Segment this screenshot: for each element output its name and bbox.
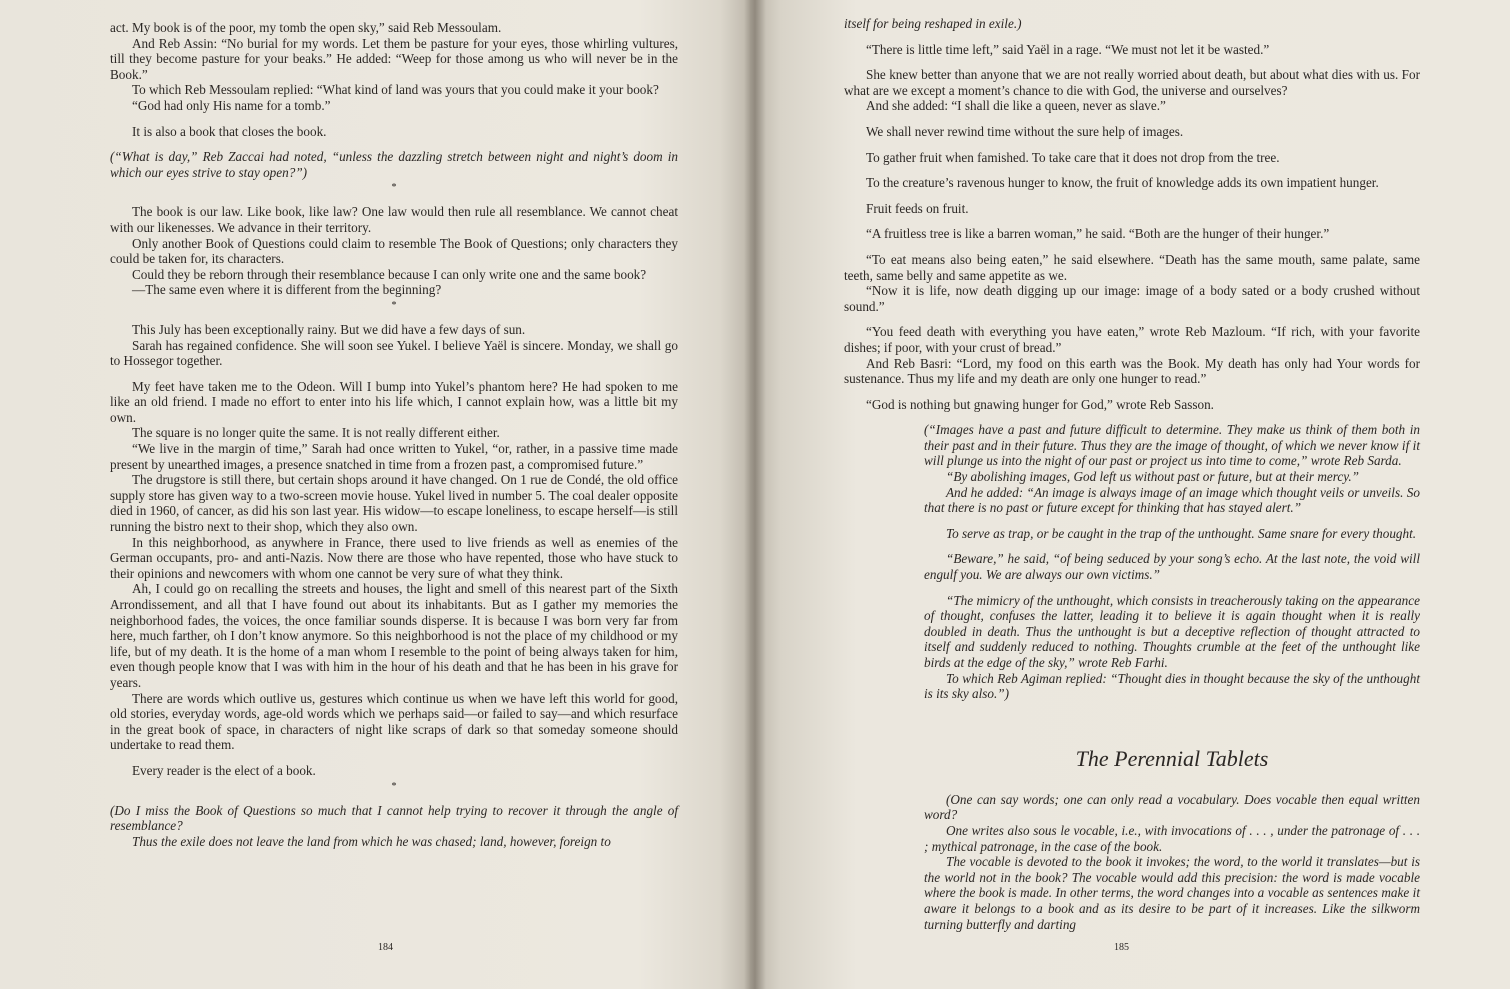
paragraph: Only another Book of Questions could claim to resemble The Book of Questions; only characters they could be taken for, its characters. [110, 235, 678, 267]
paragraph: “God had only His name for a tomb.” [132, 97, 331, 113]
paragraph: The vocable is devoted to the book it invokes; the word, to the world it translates—but is the world not in the book? The vocable would add this precision: the word is made vocable where the book is made. In other terms, the word changes into a vocable as sentences make it aware it belongs to a book and as its desire to be part of it increases. Like the silkworm turning butterfly and darting [924, 854, 1420, 932]
paragraph: “The mimicry of the unthought, which consists in treacherously taking on the appearance of thought, confuses the latter, leading it to believe it is again thought when it is really doubled in death. Thus the unthought is but a deceptive reflection of thought attracted to itself and suddenly reduced to nothing. Thoughts crumble at the feet of the unthought like birds at the edge of the sky,” wrote Reb Farhi. [924, 592, 1420, 670]
paragraph: “God is nothing but gnawing hunger for God,” wrote Reb Sasson. [866, 396, 1214, 412]
paragraph: (Do I miss the Book of Questions so much that I cannot help trying to recover it through the angle of resemblance? [110, 802, 678, 834]
paragraph: “A fruitless tree is like a barren woman,” he said. “Both are the hunger of their hunger.” [866, 226, 1330, 242]
section-separator: * [391, 780, 397, 792]
paragraph: And she added: “I shall die like a queen, never as slave.” [866, 98, 1166, 114]
paragraph: “We live in the margin of time,” Sarah had once written to Yukel, “or, rather, in a passive time made present by unearthed images, a presence snatched in time from a frozen past, a compromised future.” [110, 441, 678, 472]
paragraph: The book is our law. Like book, like law? One law would then rule all resemblance. We cannot cheat with our likenesses. We advance in their territory. [110, 204, 678, 235]
left-page [0, 0, 750, 989]
paragraph: And Reb Assin: “No burial for my words. Let them be pasture for your eyes, those whirling vultures, till they become pasture for your beaks.” He added: “Weep for those among us who will never be in the Book.” [110, 35, 678, 82]
paragraph: Fruit feeds on fruit. [866, 200, 969, 216]
paragraph: Could they be reborn through their resemblance because I can only write one and the same book? [132, 266, 647, 282]
paragraph: To which Reb Messoulam replied: “What kind of land was yours that you could make it your book? [132, 82, 659, 98]
paragraph: My feet have taken me to the Odeon. Will I bump into Yukel’s phantom here? He had spoken to me like an old friend. I made no effort to enter into his life which, I cannot explain how, was a little bit my own. [110, 378, 678, 425]
paragraph: (One can say words; one can only read a vocabulary. Does vocable then equal written word? [924, 791, 1420, 823]
section-heading: The Perennial Tablets [1075, 745, 1269, 771]
paragraph: Ah, I could go on recalling the streets and houses, the light and smell of this nearest part of the Sixth Arrondissement, and all that I have found out about its inhabitants. But as I gather my memories the neighborhood fades, the voices, the once familiar sounds disperse. It is because I was born very far from here, much farther, oh I don’t know anymore. So this neighborhood is not the place of my childhood or my life, but of my death. It is the home of a man whom I resemble to the point of being always taken for him, even though people know that I was with him in the hour of his death and that he has been in his grave for years. [110, 581, 678, 690]
page-number-right: 185 [1114, 942, 1129, 953]
paragraph: act. My book is of the poor, my tomb the open sky,” said Reb Messoulam. [110, 20, 502, 35]
paragraph: This July has been exceptionally rainy. But we did have a few days of sun. [132, 321, 526, 337]
paragraph: Every reader is the elect of a book. [132, 762, 316, 778]
paragraph: To serve as trap, or be caught in the trap of the unthought. Same snare for every thought. [946, 525, 1417, 541]
paragraph: (“What is day,” Reb Zaccai had noted, “unless the dazzling stretch between night and night’s doom in which our eyes strive to stay open?”) [110, 149, 678, 180]
paragraph: To the creature’s ravenous hunger to know, the fruit of knowledge adds its own impatient hunger. [866, 175, 1379, 191]
right-page [750, 0, 1510, 989]
paragraph: We shall never rewind time without the sure help of images. [866, 123, 1184, 139]
paragraph: “You feed death with everything you have eaten,” wrote Reb Mazloum. “If rich, with your favorite dishes; if poor, with your crust of bread.” [844, 324, 1420, 355]
paragraph: “There is little time left,” said Yaël in a rage. “We must not let it be wasted.” [866, 41, 1270, 57]
paragraph: itself for being reshaped in exile.) [844, 16, 1022, 31]
section-separator: * [391, 299, 397, 311]
paragraph: Sarah has regained confidence. She will soon see Yukel. I believe Yaël is sincere. Monday, we shall go to Hossegor together. [110, 337, 678, 369]
paragraph: “To eat means also being eaten,” he said elsewhere. “Death has the same mouth, same palate, same teeth, same belly and same appetite as we. [844, 251, 1420, 283]
paragraph: And Reb Basri: “Lord, my food on this earth was the Book. My death has only had Your words for sustenance. Thus my life and my death are only one hunger to read.” [844, 355, 1420, 387]
paragraph: She knew better than anyone that we are not really worried about death, but about what dies with us. For what are we except a moment’s chance to die with God, the universe and ourselves? [844, 67, 1420, 98]
section-separator: * [391, 182, 397, 194]
paragraph: The square is no longer quite the same. It is not really different either. [132, 425, 500, 441]
paragraph: —The same even where it is different from the beginning? [132, 282, 442, 298]
paragraph: The drugstore is still there, but certain shops around it have changed. On 1 rue de Condé, the old office supply store has given way to a two-screen movie house. Yukel lived in number 5. The coal dealer opposite died in 1960, of cancer, as did his son last year. His widow—to escape loneliness, to escape herself—is still running the bistro next to their shop, which they also own. [110, 472, 678, 535]
paragraph: In this neighborhood, as anywhere in France, there used to live friends as well as enemies of the German occupants, pro- and anti-Nazis. Now there are those who have repented, those who have stuck to their opinions and newcomers with whom one cannot be very sure of what they think. [110, 534, 678, 581]
paragraph: “Beware,” he said, “of being seduced by your song’s echo. At the last note, the void will engulf you. We are always our own victims.” [924, 551, 1420, 583]
paragraph: There are words which outlive us, gestures which continue us when we have left this world for good, old stories, everyday words, age-old words which we perhaps said—or failed to say—and which resurface in the great book of space, in characters of night like scraps of dark so that someday someone should undertake to read them. [110, 690, 678, 753]
paragraph: (“Images have a past and future difficult to determine. They make us think of them both in their past and in their future. Thus they are the image of thought, of which we never know if it will plunge us into the night of our past or project us into time to come,” wrote Reb Sarda. [924, 422, 1420, 469]
paragraph: To which Reb Agiman replied: “Thought dies in thought because the sky of the unthought is its sky also.”) [924, 670, 1420, 702]
paragraph: It is also a book that closes the book. [132, 123, 327, 139]
paragraph: “By abolishing images, God left us without past or future, but at their mercy.” [946, 469, 1359, 485]
left-page-text [110, 20, 678, 849]
right-page-text [844, 16, 1420, 702]
right-page-text-2 [844, 792, 1420, 932]
page-number-left: 184 [378, 942, 393, 953]
paragraph: One writes also sous le vocable, i.e., with invocations of . . . , under the patronage of . . . ; mythical patronage, in the case of the book. [924, 822, 1420, 854]
paragraph: And he added: “An image is always image of an image which thought veils or unveils. So that there is no past or future except for thinking that has stayed alert.” [924, 484, 1420, 516]
paragraph: To gather fruit when famished. To take care that it does not drop from the tree. [866, 149, 1280, 165]
paragraph: “Now it is life, now death digging up our image: image of a body sated or a body crushed without sound.” [844, 283, 1420, 314]
paragraph: Thus the exile does not leave the land from which he was chased; land, however, foreign to [132, 833, 611, 849]
